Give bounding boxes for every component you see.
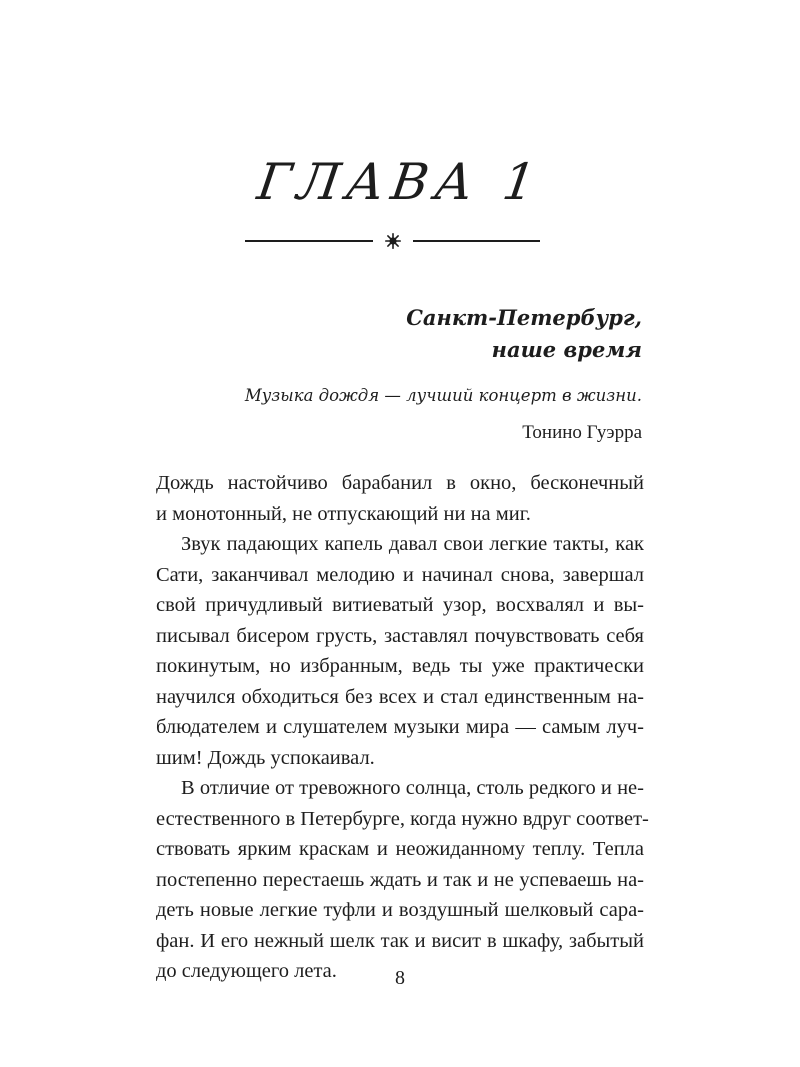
- page-number: 8: [395, 967, 405, 989]
- text-line: научился обходиться без всех и стал единственным на-: [156, 685, 644, 708]
- text-line: покинутым, но избранным, ведь ты уже практически: [156, 655, 644, 677]
- text-line: фан. И его нежный шелк так и висит в шкафу, забытый: [156, 929, 644, 952]
- sun-ornament-icon: [385, 233, 401, 249]
- text-line: Дождь настойчиво барабанил в окно, бесконечный: [156, 472, 644, 494]
- text-line: деть новые легкие туфли и воздушный шелковый сара-: [156, 899, 644, 921]
- epigraph-quote: Музыка дождя — лучший концерт в жизни.: [244, 386, 642, 405]
- location-city: Санкт-Петербург,: [406, 305, 642, 330]
- text-line: до следующего лета.: [156, 960, 337, 982]
- chapter-divider: [245, 233, 545, 249]
- chapter-title: ГЛАВА 1: [253, 153, 547, 211]
- text-line: шим! Дождь успокаивал.: [156, 746, 375, 769]
- text-line: естественного в Петербурге, когда нужно вдруг соответ-: [156, 807, 649, 830]
- text-line: блюдателем и слушателем музыки мира — самым луч-: [156, 716, 644, 738]
- text-line: и монотонный, не отпускающий ни на миг.: [156, 502, 531, 525]
- location-heading: [406, 302, 642, 366]
- divider-line-left: [245, 240, 373, 242]
- text-line: писывал бисером грусть, заставлял почувствовать себя: [156, 624, 644, 647]
- location-time: наше время: [491, 337, 642, 362]
- paragraph-3: [156, 773, 649, 987]
- text-line: В отличие от тревожного солнца, столь редкого и не-: [181, 777, 644, 799]
- chapter-body-text: [156, 468, 649, 987]
- text-line: постепенно перестаешь ждать и так и не успеваешь на-: [156, 868, 644, 891]
- text-line: свой причудливый витиеватый узор, восхвалял и вы-: [156, 594, 644, 616]
- divider-line-right: [413, 240, 540, 242]
- text-line: Звук падающих капель давал свои легкие такты, как: [181, 533, 644, 555]
- text-line: ствовать ярким краскам и неожиданному теплу. Тепла: [156, 838, 644, 860]
- text-line: Сати, заканчивал мелодию и начинал снова, завершал: [156, 563, 644, 586]
- paragraph-1: [156, 468, 644, 529]
- paragraph-2: [156, 529, 644, 773]
- epigraph-author: Тонино Гуэрра: [522, 422, 642, 443]
